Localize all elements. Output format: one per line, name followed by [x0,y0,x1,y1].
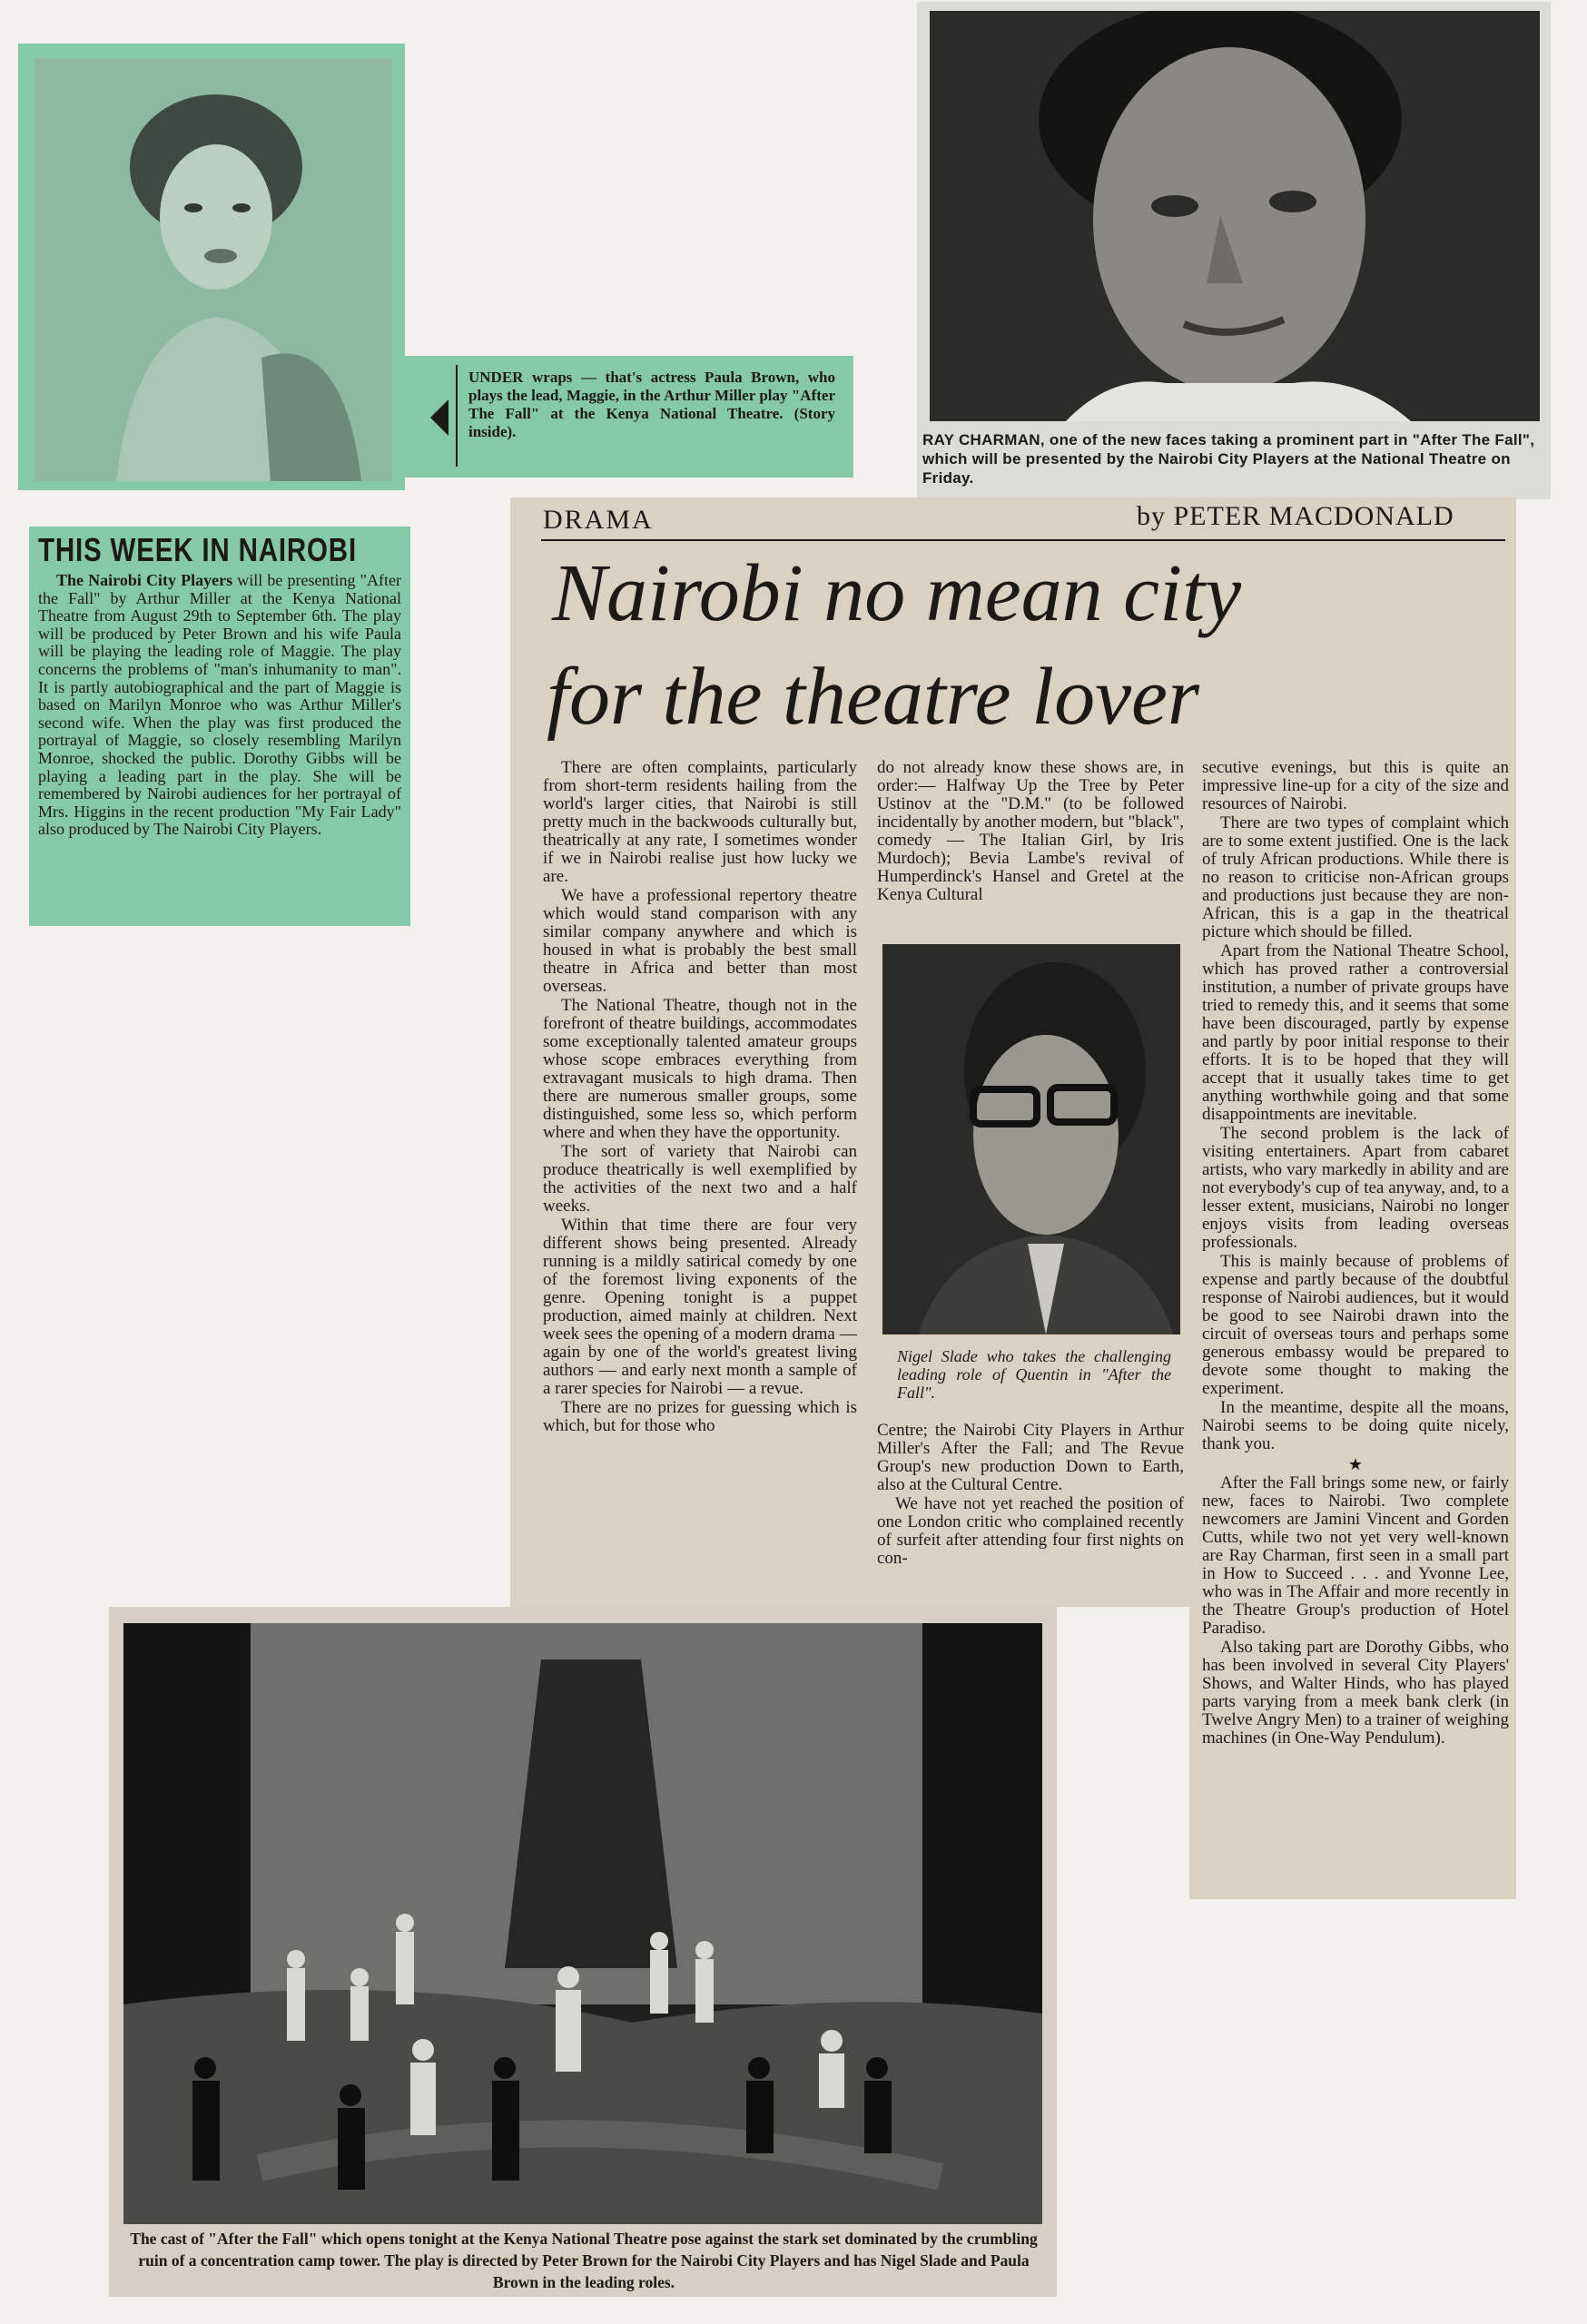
article-paragraph: do not already know these shows are, in order:— Halfway Up the Tree by Peter Ustinov at the "D.M." (to be followed incidentally by another modern, but "black", comedy — The Italian Girl, by Iris Murdoch); Bevia Lambe's revival of Humperdinck's Hansel and Gretel at the Kenya Cultural [877,758,1184,904]
actress-caption: UNDER wraps — that's actress Paula Brown, who plays the lead, Maggie, in the Arthur Miller play "After The Fall" at the Kenya National Theatre. (Story inside). [468,369,835,440]
nigel-slade-photo [882,944,1180,1334]
article-paragraph: secutive evenings, but this is quite an impressive line-up for a city of the size and resources of Nairobi. [1202,758,1509,813]
article-paragraph: After the Fall brings some new, or fairly new, faces to Nairobi. Two complete newcomers are Jamini Vincent and Gorden Cutts, while two not yet very well-known are Ray Charman, first seen in a small part in How to Succeed . . . and Yvonne Lee, who was in The Affair and more recently in the Theatre Group's production of Hotel Paradiso. [1202,1473,1509,1638]
article-paragraph: We have not yet reached the position of one London critic who complained recently of surfeit after attending four first nights on con- [877,1494,1184,1568]
nigel-slade-caption: Nigel Slade who takes the challenging leading role of Quentin in "After the Fall". [897,1347,1171,1402]
article-paragraph: The sort of variety that Nairobi can produce theatrically is well exemplified by the activities of the next two and a half weeks. [543,1142,857,1216]
article-column-2-bottom [877,1422,1184,1569]
this-week-body-lead: The Nairobi City Players [56,571,233,589]
article-paragraph: There are often complaints, particularly from short-term residents hailing from the world's larger cities, that Nairobi is still pretty much in the backwoods culturally but, theatrically at any rate, I sometimes wonder if we in Nairobi realise just how lucky we are. [543,758,857,886]
ray-charman-caption: RAY CHARMAN, one of the new faces taking a prominent part in "After The Fall", which will be presented by the Nairobi City Players at the National Theatre on Friday. [922,431,1535,487]
article-header-rule [541,539,1505,541]
this-week-body-text: will be presenting "After the Fall" by Arthur Miller at the Kenya National Theatre from August 29th to September 6th. The play will be produced by Peter Brown and his wife Paula will be playing the leading role of Maggie. The play concerns the problems of "man's inhumanity to man". It is partly autobiographical and the part of Maggie is based on Marilyn Monroe who was Arthur Miller's second wife. When the play was first produced the portrayal of Maggie, so closely resembling Marilyn Monroe, shocked the public. Dorothy Gibbs will be playing a leading part in the play. She will be remembered by Nairobi audiences for her portrayal of Mrs. Higgins in the recent production "My Fair Lady" also produced by The Nairobi City Players. [38,571,402,839]
article-paragraph: This is mainly because of problems of expense and partly because of the doubtful response of Nairobi audiences, but it would be good to see Nairobi drawn into the circuit of overseas tours and perhaps some generous embassy would be prepared to devote some thought to making the experiment. [1202,1252,1509,1398]
article-paragraph: There are two types of complaint which are to some extent justified. One is the lack of truly African productions. While there is no reason to criticise non-African groups and productions just because they are non-African, this is a gap in the theatrical picture which should be filled. [1202,813,1509,941]
article-section-label: DRAMA [543,505,654,535]
arrow-left-icon [430,399,448,436]
article-paragraph: In the meantime, despite all the moans, Nairobi seems to be doing quite nicely, thank you. [1202,1398,1509,1453]
star-separator: ★ [1347,1455,1364,1473]
article-paragraph: We have a professional repertory theatre which would stand comparison with any similar company anywhere and which is housed in what is probably the best small theatre in Africa and better than most overseas. [543,886,857,996]
article-paragraph: The National Theatre, though not in the forefront of theatre buildings, accommodates some exceptionally talented amateur groups whose scope embraces everything from extravagant musicals to high drama. Then there are numerous smaller groups, some distinguished, some less so, which perform where and when they have the opportunity. [543,996,857,1142]
article-paragraph: There are no prizes for guessing which is which, but for those who [543,1398,857,1435]
ray-charman-photo [930,11,1540,421]
actress-caption-box [399,356,853,478]
article-paragraph: Apart from the National Theatre School, which has proved rather a controversial institution, a number of private groups have tried to remedy this, and it seems that some have been discouraged, partly by expense and partly by poor initial response to their efforts. It is to be hoped that they will accept that it usually takes time to get anything worthwhile going and that some disappointments are inevitable. [1202,941,1509,1124]
article-headline-line1: Nairobi no mean city [552,548,1242,638]
article-paragraph: Centre; the Nairobi City Players in Arthur Miller's After the Fall; and The Revue Group's new production Down to Earth, also at the Cultural Centre. [877,1421,1184,1494]
article-paragraph: The second problem is the lack of visiting entertainers. Apart from cabaret artists, who vary markedly in ability and are not everybody's cup of tea anyway, and, to a lesser extent, musicians, Nairobi no longer enjoys visits from leading overseas professionals. [1202,1124,1509,1252]
article-column-1 [543,759,857,1436]
article-headline-line2: for the theatre lover [547,652,1199,742]
article-column-3 [1202,759,1509,1748]
caption-divider [456,365,458,467]
this-week-heading: THIS WEEK IN NAIROBI [38,531,357,568]
article-paragraph: Also taking part are Dorothy Gibbs, who has been involved in several City Players' Shows, and Walter Hinds, who has played parts varying from a meek bank clerk (in Twelve Angry Men) to a trainer of weighing machines (in One-Way Pendulum). [1202,1638,1509,1748]
this-week-clipping [29,527,410,926]
cast-photo-caption: The cast of "After the Fall" which opens tonight at the Kenya National Theatre pose against the stark set dominated by the crumbling ruin of a concentration camp tower. The play is directed by Peter Brown for the Nairobi City Players and has Nigel Slade and Paula Brown in the leading roles. [130,2230,1038,2291]
article-paragraph: Within that time there are four very different shows being presented. Already running is a mildly satirical comedy by one of the foremost living exponents of the genre. Opening tonight is a puppet production, aimed mainly at children. Next week sees the opening of a modern drama — again by one of the world's greatest living authors — and early next month a sample of a rarer species for Nairobi — a revue. [543,1216,857,1398]
cast-photo [123,1623,1042,2224]
actress-photo [34,58,392,481]
article-column-2-top [877,759,1184,905]
article-byline: by PETER MACDONALD [1137,501,1454,531]
this-week-body [38,572,401,839]
